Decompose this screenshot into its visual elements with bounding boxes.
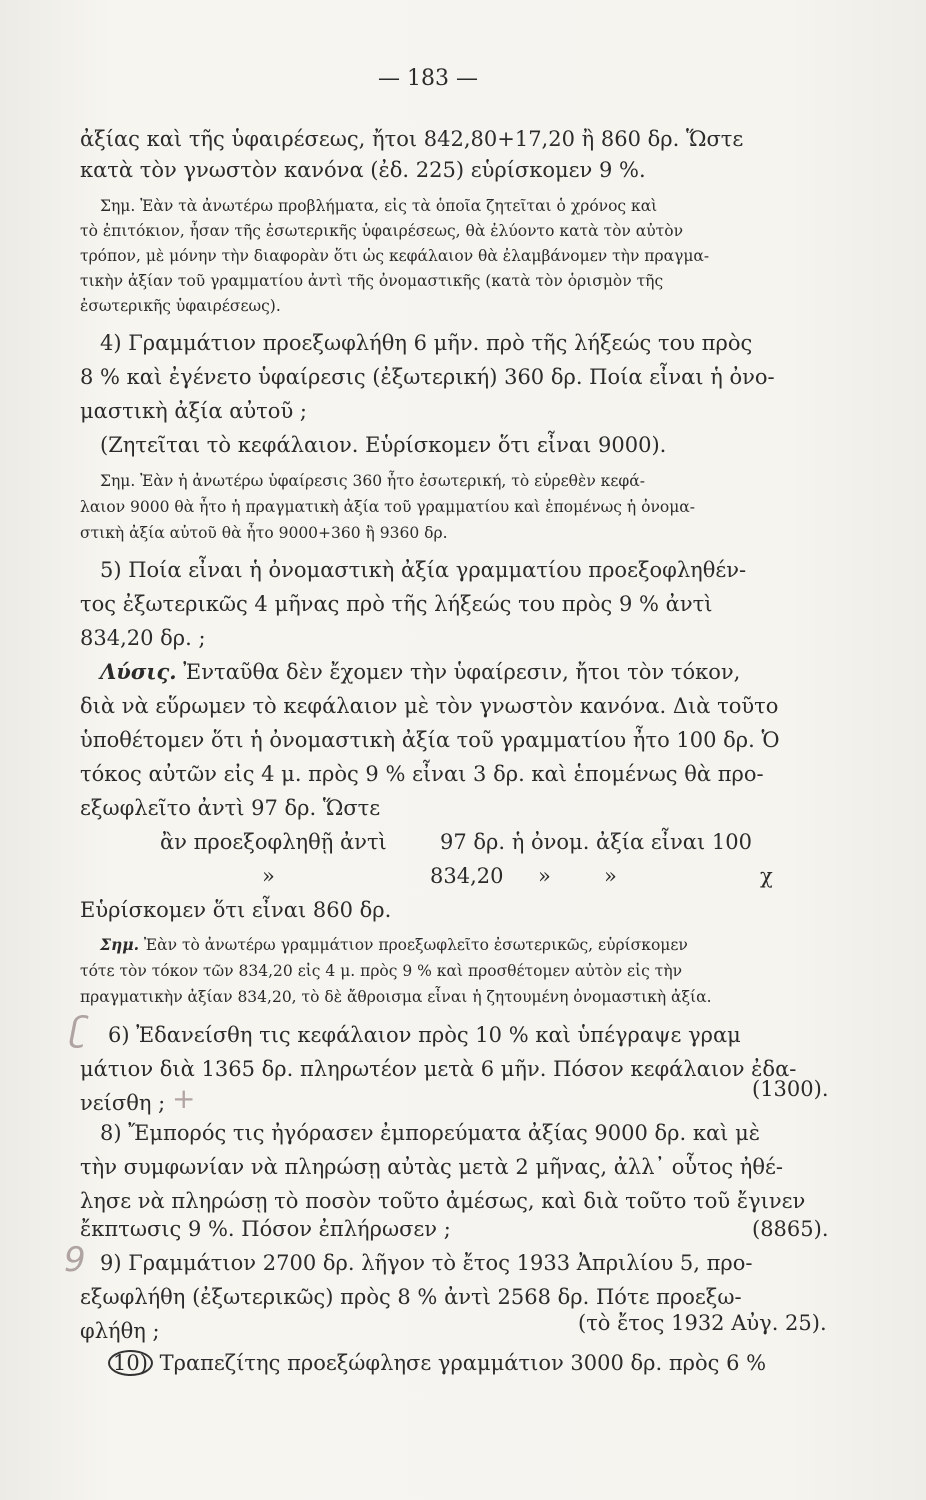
text-line: 8 % καὶ ἐγένετο ὑφαίρεσις (ἐξωτερική) 360 δρ. Ποία εἶναι ἡ ὀνο- bbox=[80, 365, 775, 389]
handwritten-cross: + bbox=[172, 1082, 196, 1115]
text-line: εξωφλεῖτο ἀντὶ 97 δρ. Ὥστε bbox=[80, 796, 381, 820]
exercise-4: 4) Γραμμάτιον προεξωφλήθη 6 μῆν. πρὸ τῆς λήξεώς του πρὸς bbox=[100, 331, 753, 355]
text-line: ὑποθέτομεν ὅτι ἡ ὀνομαστικὴ ἀξία τοῦ γραμματίου ἦτο 100 δρ. Ὁ bbox=[80, 728, 780, 752]
answer-value: (1300). bbox=[752, 1077, 829, 1101]
note-line: τρόπον, μὲ μόνην τὴν διαφορὰν ὅτι ὡς κεφάλαιον θὰ ἐλαμβάνομεν τὴν πραγμα- bbox=[80, 247, 710, 265]
exercise-5: 5) Ποία εἶναι ἡ ὀνομαστικὴ ἀξία γραμματίου προεξοφληθέν- bbox=[100, 558, 747, 582]
solution-line bbox=[100, 659, 740, 685]
note-line: στικὴ ἀξία αὐτοῦ θὰ ἦτο 9000+360 ἢ 9360 δρ. bbox=[80, 524, 448, 542]
exercise-10 bbox=[108, 1350, 766, 1376]
note-line: ἐσωτερικῆς ὑφαιρέσεως). bbox=[80, 297, 281, 315]
exercise-9: 9) Γραμμάτιον 2700 δρ. λῆγον τὸ ἔτος 1933 Ἀπριλίου 5, προ- bbox=[100, 1251, 753, 1275]
solution-label: Λύσις. bbox=[100, 659, 177, 684]
text-line: διὰ νὰ εὕρωμεν τὸ κεφάλαιον μὲ τὸν γνωστὸν κανόνα. Διὰ τοῦτο bbox=[80, 694, 779, 718]
text-line: εξωφλήθη (ἐξωτερικῶς) πρὸς 8 % ἀντὶ 2568 δρ. Πότε προεξω- bbox=[80, 1285, 742, 1309]
proportion-ditto: » bbox=[538, 864, 551, 888]
proportion-unknown: χ bbox=[760, 864, 773, 888]
handwritten-mark: ʗ bbox=[70, 1010, 88, 1050]
note-line: τικὴν ἀξίαν τοῦ γραμματίου ἀντὶ τῆς ὀνομαστικῆς (κατὰ τὸν ὁρισμὸν τῆς bbox=[80, 272, 664, 290]
proportion-row-1-right: 97 δρ. ἡ ὀνομ. ἀξία εἶναι 100 bbox=[440, 830, 752, 854]
text-line: νείσθη ; bbox=[80, 1091, 166, 1115]
text-line: κατὰ τὸν γνωστὸν κανόνα (ἐδ. 225) εὑρίσκομεν 9 %. bbox=[80, 158, 646, 182]
exercise-6: 6) Ἐδανείσθη τις κεφάλαιον πρὸς 10 % καὶ ὑπέγραψε γραμ bbox=[108, 1023, 741, 1047]
page-number: — 183 — bbox=[378, 66, 478, 91]
note-line: τὸ ἐπιτόκιον, ἦσαν τῆς ἐσωτερικῆς ὑφαιρέσεως, θὰ ἐλύοντο κατὰ τὸν αὐτὸν bbox=[80, 222, 683, 240]
answer-line: (Ζητεῖται τὸ κεφάλαιον. Εὑρίσκομεν ὅτι εἶναι 9000). bbox=[100, 433, 667, 457]
note-line: τότε τὸν τόκον τῶν 834,20 εἰς 4 μ. πρὸς 9 % καὶ προσθέτομεν αὐτὸν εἰς τὴν bbox=[80, 962, 683, 980]
text-line: 834,20 δρ. ; bbox=[80, 626, 206, 650]
text-line: ἔκπτωσις 9 %. Πόσον ἐπλήρωσεν ; bbox=[80, 1217, 451, 1241]
proportion-ditto: » bbox=[262, 864, 275, 888]
note-text: Ἐὰν τὸ ἀνωτέρω γραμμάτιον προεξωφλεῖτο ἐσωτερικῶς, εὑρίσκομεν bbox=[138, 936, 688, 954]
exercise-8: 8) Ἔμπορός τις ἠγόρασεν ἐμπορεύματα ἀξίας 9000 δρ. καὶ μὲ bbox=[100, 1121, 761, 1145]
note-line: Σημ. Ἐὰν τὰ ἀνωτέρω προβλήματα, εἰς τὰ ὁποῖα ζητεῖται ὁ χρόνος καὶ bbox=[100, 197, 658, 215]
text-line: τος ἐξωτερικῶς 4 μῆνας πρὸ τῆς λήξεώς του πρὸς 9 % ἀντὶ bbox=[80, 592, 713, 616]
note-line bbox=[100, 935, 688, 955]
text-line: μαστικὴ ἀξία αὐτοῦ ; bbox=[80, 399, 307, 423]
text-line: τόκος αὐτῶν εἰς 4 μ. πρὸς 9 % εἶναι 3 δρ. καὶ ἑπομένως θὰ προ- bbox=[80, 762, 764, 786]
text-line: μάτιον διὰ 1365 δρ. πληρωτέον μετὰ 6 μῆν. Πόσον κεφάλαιον ἐδα- bbox=[80, 1057, 797, 1081]
circled-number: 10) bbox=[108, 1350, 153, 1376]
proportion-value: 834,20 bbox=[430, 864, 504, 888]
result-line: Εὑρίσκομεν ὅτι εἶναι 860 δρ. bbox=[80, 898, 392, 922]
note-line: Σημ. Ἐὰν ἡ ἀνωτέρω ὑφαίρεσις 360 ἦτο ἐσωτερική, τὸ εὑρεθὲν κεφά- bbox=[100, 472, 645, 490]
note-label: Σημ. bbox=[100, 935, 139, 954]
text-line: ἀξίας καὶ τῆς ὑφαιρέσεως, ἤτοι 842,80+17,20 ἢ 860 δρ. Ὥστε bbox=[80, 127, 744, 151]
solution-text: Ἐνταῦθα δὲν ἔχομεν τὴν ὑφαίρεσιν, ἤτοι τὸν τόκον, bbox=[176, 660, 741, 684]
text-line: λησε νὰ πληρώσῃ τὸ ποσὸν τοῦτο ἀμέσως, καὶ διὰ τοῦτο τοῦ ἔγινεν bbox=[80, 1189, 806, 1213]
text-line: τὴν συμφωνίαν νὰ πληρώσῃ αὐτὰς μετὰ 2 μῆνας, ἀλλ᾽ οὗτος ἠθέ- bbox=[80, 1155, 784, 1179]
note-line: πραγματικὴν ἀξίαν 834,20, τὸ δὲ ἄθροισμα εἶναι ἡ ζητουμένη ὀνομαστικὴ ἀξία. bbox=[80, 988, 712, 1006]
handwritten-mark: 9 bbox=[64, 1240, 86, 1280]
proportion-ditto: » bbox=[604, 864, 617, 888]
exercise-text: Τραπεζίτης προεξώφλησε γραμμάτιον 3000 δρ. πρὸς 6 % bbox=[152, 1351, 767, 1375]
answer-value: (τὸ ἔτος 1932 Αὐγ. 25). bbox=[578, 1311, 827, 1335]
proportion-row-1-left: ἂν προεξοφληθῇ ἀντὶ bbox=[160, 830, 387, 854]
text-line: φλήθη ; bbox=[80, 1319, 160, 1343]
answer-value: (8865). bbox=[752, 1217, 829, 1241]
note-line: λαιον 9000 θὰ ἦτο ἡ πραγματικὴ ἀξία τοῦ γραμματίου καὶ ἑπομένως ἡ ὀνομα- bbox=[80, 498, 695, 516]
